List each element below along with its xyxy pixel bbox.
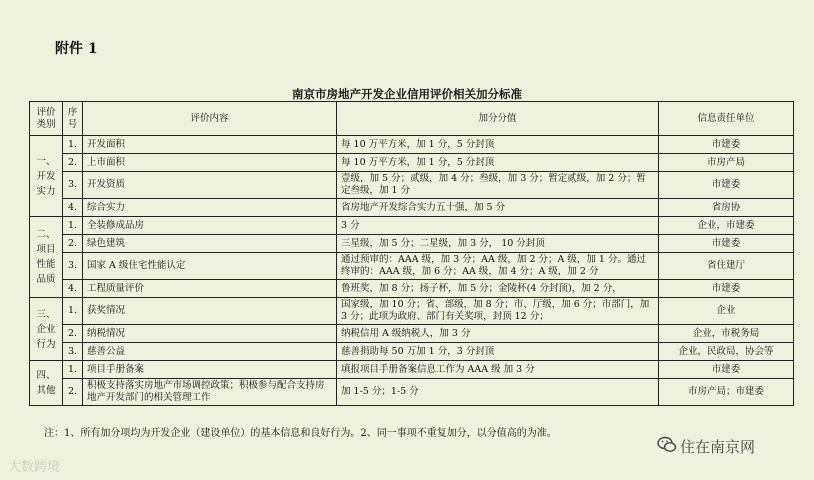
watermark-right: 住在南京网 [680, 438, 756, 456]
score-cell: 填报项目手册备案信息工作为 AAA 级 加 3 分 [337, 361, 659, 379]
header-content: 评价内容 [83, 102, 337, 136]
unit-cell: 市建委 [659, 280, 794, 298]
seq-cell: 4. [63, 280, 83, 298]
score-cell: 每 10 万平方米，加 1 分，5 分封顶 [337, 136, 659, 154]
seq-cell: 2. [63, 325, 83, 343]
content-cell: 慈善公益 [83, 343, 337, 361]
content-cell: 积极支持落实房地产市场调控政策；积极参与配合支持房地产开发部门的相关管理工作 [83, 379, 337, 406]
seq-cell: 3. [63, 253, 83, 280]
table-row [30, 199, 794, 217]
table-row [30, 280, 794, 298]
content-cell: 获奖情况 [83, 298, 337, 325]
table-row [30, 343, 794, 361]
unit-cell: 市房产局；市建委 [659, 379, 794, 406]
table-row [30, 379, 794, 406]
seq-cell: 1. [63, 298, 83, 325]
unit-cell: 市建委 [659, 235, 794, 253]
unit-cell: 企业，市税务局 [659, 325, 794, 343]
seq-cell: 2. [63, 235, 83, 253]
seq-cell: 4. [63, 199, 83, 217]
unit-cell: 市建委 [659, 136, 794, 154]
content-cell: 绿色建筑 [83, 235, 337, 253]
table-row [30, 361, 794, 379]
content-cell: 开发资质 [83, 172, 337, 199]
header-score: 加分分值 [337, 102, 659, 136]
seq-cell: 1. [63, 361, 83, 379]
header-category: 评价类别 [30, 102, 63, 136]
content-cell: 工程质量评价 [83, 280, 337, 298]
seq-cell: 3. [63, 343, 83, 361]
table-row [30, 217, 794, 235]
category-cell: 一、开发实力 [30, 136, 63, 217]
unit-cell: 市建委 [659, 172, 794, 199]
header-seq: 序号 [63, 102, 83, 136]
table-row [30, 298, 794, 325]
score-cell: 国家级，加 10 分；省、部级，加 8 分；市、厅级，加 6 分；市部门，加 3 分；此项为政府、部门有关奖项，封顶 12 分； [337, 298, 659, 325]
watermark-left: 大数跨境 [8, 460, 61, 475]
category-cell: 三、企业行为 [30, 298, 63, 361]
unit-cell: 企业，市建委 [659, 217, 794, 235]
seq-cell: 3. [63, 172, 83, 199]
score-cell: 每 10 万平方米，加 1 分，5 分封顶 [337, 154, 659, 172]
unit-cell: 省住建厅 [659, 253, 794, 280]
content-cell: 上市面积 [83, 154, 337, 172]
unit-cell: 市建委 [659, 361, 794, 379]
score-cell: 省房地产开发综合实力五十强，加 5 分 [337, 199, 659, 217]
content-cell: 综合实力 [83, 199, 337, 217]
score-cell: 通过预审的：AAA 级，加 3 分；AA 级，加 2 分；A 级，加 1 分。通过终审的：AAA 级，加 6 分；AA 级，加 4 分；A 级，加 2 分 [337, 253, 659, 280]
unit-cell: 市房产局 [659, 154, 794, 172]
score-cell: 加 1-5 分；1-5 分 [337, 379, 659, 406]
seq-cell: 2. [63, 154, 83, 172]
score-cell: 鲁班奖，加 8 分；扬子杯，加 5 分；金陵杯(4 分封顶)，加 2 分， [337, 280, 659, 298]
score-cell: 纳税信用 A 级纳税人，加 3 分 [337, 325, 659, 343]
wechat-icon [657, 436, 677, 453]
unit-cell: 企业 [659, 298, 794, 325]
annex-label: 附件 1 [55, 41, 98, 57]
category-cell: 二、项目性能品质 [30, 217, 63, 298]
content-cell: 国家 A 级住宅性能认定 [83, 253, 337, 280]
table-row [30, 235, 794, 253]
table-header-row [30, 102, 794, 136]
table-title: 南京市房地产开发企业信用评价相关加分标准 [292, 87, 522, 101]
content-cell: 全装修成品房 [83, 217, 337, 235]
footnote: 注：1、所有加分项均为开发企业（建设单位）的基本信息和良好行为。2、同一事项不重复加分，以分值高的为准。 [44, 428, 557, 439]
table-row [30, 253, 794, 280]
unit-cell: 企业，民政局，协会等 [659, 343, 794, 361]
table-row [30, 154, 794, 172]
table-row [30, 172, 794, 199]
table-row [30, 325, 794, 343]
header-unit: 信息责任单位 [659, 102, 794, 136]
seq-cell: 1. [63, 136, 83, 154]
score-cell: 慈善捐助每 50 万加 1 分，3 分封顶 [337, 343, 659, 361]
content-cell: 开发面积 [83, 136, 337, 154]
score-cell: 3 分 [337, 217, 659, 235]
score-cell: 三星级，加 5 分；二星级，加 3 分， 10 分封顶 [337, 235, 659, 253]
score-table [29, 101, 794, 406]
unit-cell: 省房协 [659, 199, 794, 217]
seq-cell: 2. [63, 379, 83, 406]
table-row [30, 136, 794, 154]
seq-cell: 1. [63, 217, 83, 235]
score-cell: 壹级，加 5 分；贰级，加 4 分；叁级，加 3 分；暂定贰级，加 2 分；暂定叁级，加 1 分 [337, 172, 659, 199]
category-cell: 四、其他 [30, 361, 63, 406]
content-cell: 项目手册备案 [83, 361, 337, 379]
content-cell: 纳税情况 [83, 325, 337, 343]
